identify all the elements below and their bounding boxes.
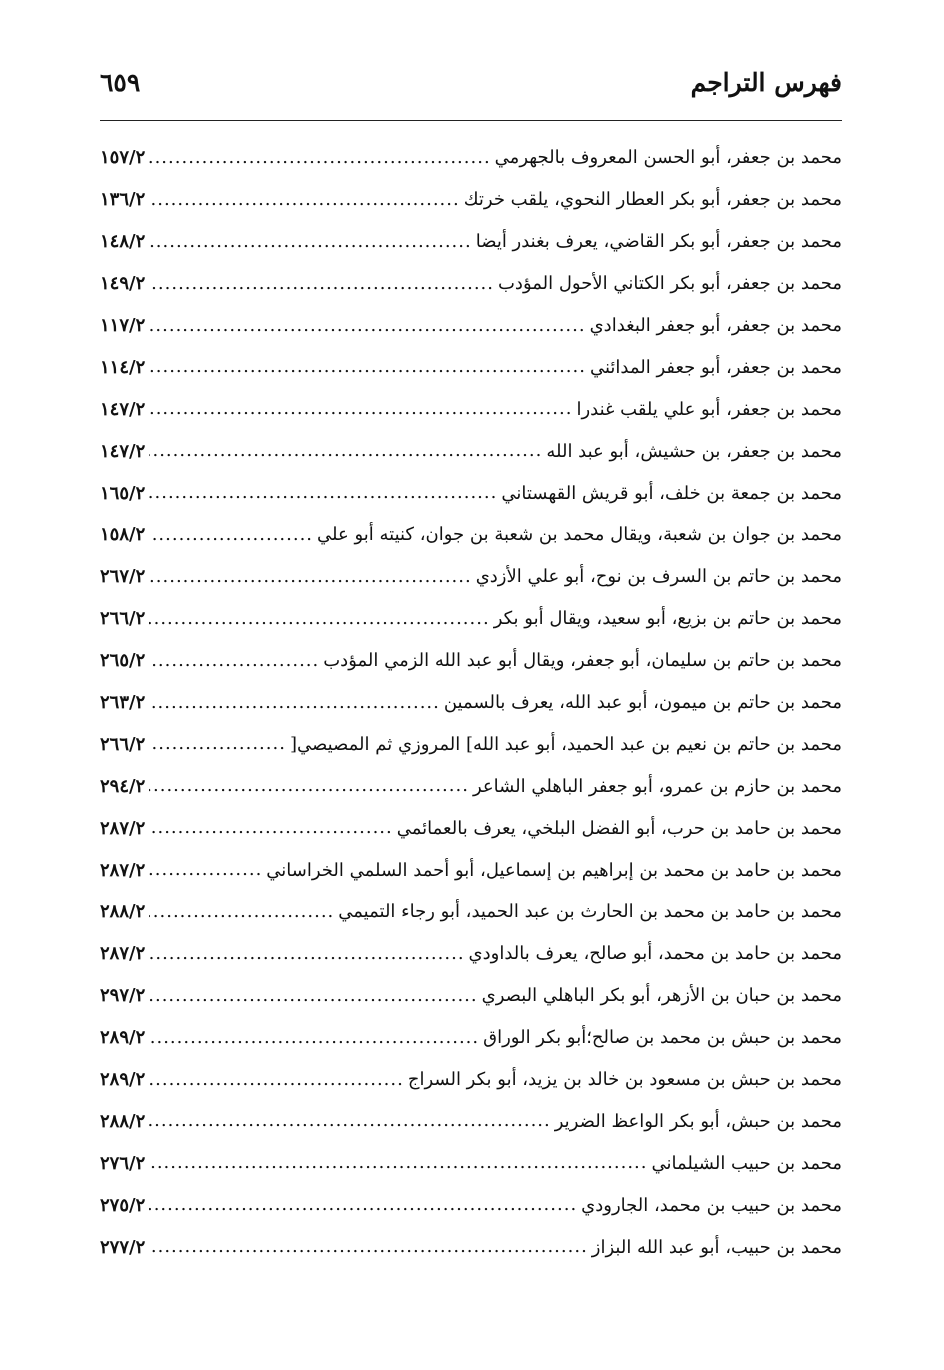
entry-name: محمد بن حاتم بن السرف بن نوح، أبو علي الأزدي	[475, 566, 842, 588]
entry-page-ref: ١١٧/٢	[100, 315, 146, 336]
index-entry	[100, 346, 842, 388]
index-entry	[100, 891, 842, 933]
index-entry	[100, 723, 842, 765]
entry-name: محمد بن حاتم بن ميمون، أبو عبد الله، يعرف بالسمين	[443, 692, 842, 714]
entry-name: محمد بن حاتم بن بزيع، أبو سعيد، ويقال أبو بكر	[493, 608, 842, 630]
dot-leader	[149, 735, 286, 753]
entry-name: محمد بن حازم بن عمرو، أبو جعفر الباهلي الشاعر	[472, 775, 842, 797]
entry-page-ref: ١٤٨/٢	[100, 231, 146, 253]
entry-page-ref: ٢٨٩/٢	[100, 1027, 146, 1049]
dot-leader	[149, 610, 489, 628]
dot-leader	[149, 1112, 551, 1130]
entry-name: محمد بن حامد بن حرب، أبو الفضل البلخي، يعرف بالعمائمي	[396, 817, 842, 839]
dot-leader	[149, 358, 586, 376]
entry-page-ref: ٢٨٩/٢	[100, 1069, 146, 1091]
entry-page-ref: ٢٨٨/٢	[100, 1110, 146, 1132]
dot-leader	[149, 861, 262, 879]
dot-leader	[149, 400, 572, 418]
index-entry	[100, 1142, 842, 1184]
dot-leader	[149, 945, 464, 963]
entry-name: محمد بن جعفر، أبو بكر الكتاني الأحول المؤدب	[497, 273, 842, 295]
dot-leader	[149, 442, 542, 460]
entry-page-ref: ٢٩٤/٢	[100, 775, 146, 797]
index-entries	[100, 137, 842, 1268]
entry-name: محمد بن حبش، أبو بكر الواعظ الضرير	[554, 1110, 842, 1132]
entry-page-ref: ١١٤/٢	[100, 356, 146, 378]
entry-page-ref: ٢٨٧/٢	[100, 943, 146, 965]
dot-leader	[149, 317, 585, 335]
dot-leader	[149, 275, 494, 293]
entry-page-ref: ٢٦٧/٢	[100, 566, 146, 588]
index-entry	[100, 1059, 842, 1101]
page-header	[100, 68, 842, 108]
entry-page-ref: ٢٦٣/٢	[100, 692, 146, 714]
entry-page-ref: ١٥٨/٢	[100, 524, 146, 546]
entry-page-ref: ٢٦٦/٢	[100, 608, 146, 630]
index-entry	[100, 682, 842, 724]
index-entry	[100, 263, 842, 305]
entry-name: محمد بن جعفر، أبو جعفر البغدادي	[589, 315, 842, 336]
index-entry	[100, 765, 842, 807]
entry-page-ref: ٢٨٨/٢	[100, 901, 146, 923]
entry-page-ref: ١٥٧/٢	[100, 147, 146, 169]
dot-leader	[149, 1196, 577, 1214]
entry-page-ref: ٢٧٥/٢	[100, 1194, 146, 1216]
entry-page-ref: ١٤٩/٢	[100, 273, 146, 295]
entry-page-ref: ٢٨٧/٢	[100, 859, 146, 881]
index-entry	[100, 975, 842, 1017]
entry-name: محمد بن حبان بن الأزهر، أبو بكر الباهلي البصري	[481, 985, 842, 1007]
entry-name: محمد بن حبيب، أبو عبد الله البزاز	[591, 1236, 842, 1258]
index-entry	[100, 1226, 842, 1268]
index-entry	[100, 388, 842, 430]
dot-leader	[149, 1154, 647, 1172]
dot-leader	[149, 903, 334, 921]
index-entry	[100, 933, 842, 975]
dot-leader	[149, 1071, 404, 1089]
entry-name: محمد بن حامد بن محمد بن الحارث بن عبد الحميد، أبو رجاء التميمي	[338, 901, 842, 923]
entry-name: محمد بن حاتم بن نعيم بن عبد الحميد، أبو عبد الله] المروزي ثم المصيصي[	[289, 733, 842, 755]
dot-leader	[149, 568, 471, 586]
dot-leader	[149, 652, 319, 670]
index-entry	[100, 430, 842, 472]
index-entry	[100, 598, 842, 640]
entry-name: محمد بن جعفر، أبو علي يلقب غندرا	[576, 398, 842, 420]
dot-leader	[149, 149, 490, 167]
dot-leader	[149, 484, 497, 502]
index-entry	[100, 137, 842, 179]
dot-leader	[149, 526, 313, 544]
entry-page-ref: ٢٦٦/٢	[100, 733, 146, 755]
entry-name: محمد بن حبيب بن محمد، الجارودي	[581, 1194, 842, 1216]
entry-name: محمد بن حبش بن محمد بن صالح؛أبو بكر الوراق	[483, 1027, 842, 1049]
index-entry	[100, 472, 842, 514]
dot-leader	[149, 233, 471, 251]
entry-name: محمد بن جوان بن شعبة، ويقال محمد بن شعبة بن جوان، كنيته أبو علي	[317, 524, 842, 546]
index-entry	[100, 849, 842, 891]
entry-page-ref: ٢٧٧/٢	[100, 1236, 146, 1258]
entry-name: محمد بن حبيب الشيلماني	[651, 1152, 842, 1174]
dot-leader	[149, 1238, 588, 1256]
index-entry	[100, 1184, 842, 1226]
entry-name: محمد بن جعفر، أبو بكر القاضي، يعرف بغندر أيضا	[475, 231, 842, 253]
index-entry	[100, 1100, 842, 1142]
entry-page-ref: ٢٩٧/٢	[100, 985, 146, 1007]
index-entry	[100, 640, 842, 682]
entry-name: محمد بن جعفر، بن حشيش، أبو عبد الله	[546, 440, 842, 462]
dot-leader	[149, 777, 469, 795]
page-number: ٦٥٩	[100, 68, 141, 97]
entry-name: محمد بن جعفر، أبو جعفر المدائني	[589, 356, 842, 378]
entry-name: محمد بن جعفر، أبو بكر العطار النحوي، يلقب خرتك	[463, 189, 842, 211]
entry-name: محمد بن حامد بن محمد بن إبراهيم بن إسماعيل، أبو أحمد السلمي الخراساني	[266, 859, 842, 881]
entry-page-ref: ١٦٥/٢	[100, 482, 146, 504]
page-title: فهرس التراجم	[690, 68, 842, 97]
dot-leader	[149, 1029, 479, 1047]
dot-leader	[149, 694, 440, 712]
dot-leader	[149, 987, 477, 1005]
entry-name: محمد بن حامد بن محمد، أبو صالح، يعرف بالداودي	[468, 943, 842, 965]
entry-page-ref: ١٤٧/٢	[100, 398, 146, 420]
entry-name: محمد بن جمعة بن خلف، أبو قريش القهستاني	[501, 482, 842, 504]
index-entry	[100, 179, 842, 221]
index-entry	[100, 807, 842, 849]
entry-page-ref: ٢٦٥/٢	[100, 650, 146, 672]
entry-name: محمد بن حاتم بن سليمان، أبو جعفر، ويقال أبو عبد الله الزمي المؤدب	[323, 650, 842, 672]
entry-page-ref: ١٤٧/٢	[100, 440, 146, 462]
entry-page-ref: ٢٨٧/٢	[100, 817, 146, 839]
entry-name: محمد بن جعفر، أبو الحسن المعروف بالجهرمي	[494, 147, 842, 169]
dot-leader	[149, 819, 392, 837]
index-entry	[100, 305, 842, 347]
header-rule	[100, 120, 842, 121]
entry-page-ref: ٢٧٦/٢	[100, 1152, 146, 1174]
entry-page-ref: ١٣٦/٢	[100, 189, 146, 211]
index-entry	[100, 514, 842, 556]
entry-name: محمد بن حبش بن مسعود بن خالد بن يزيد، أبو بكر السراج	[407, 1069, 842, 1091]
index-entry	[100, 221, 842, 263]
dot-leader	[149, 191, 459, 209]
index-entry	[100, 556, 842, 598]
index-entry	[100, 1017, 842, 1059]
